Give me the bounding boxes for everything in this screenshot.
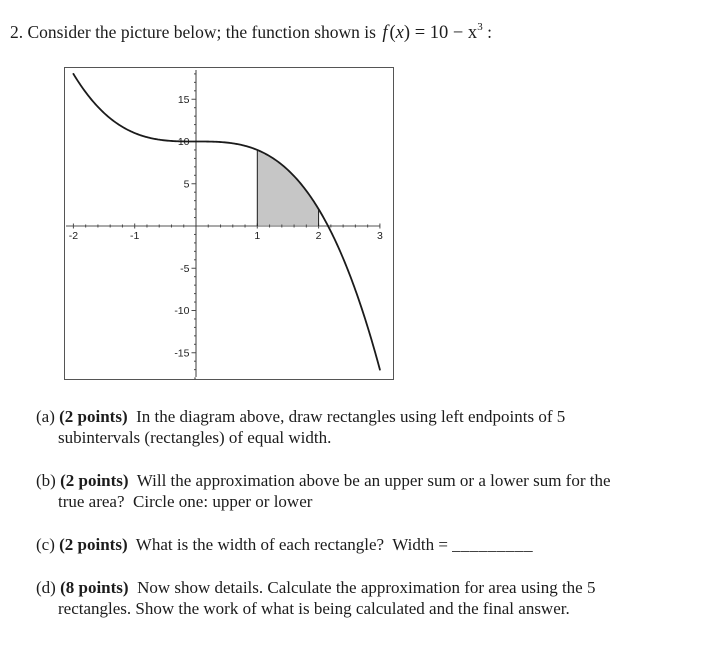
y-tick-label: 15: [177, 93, 190, 106]
title-colon: :: [482, 22, 492, 42]
question-b-line1: [36, 470, 706, 491]
question-b: [36, 470, 706, 512]
question-a-line2: subintervals (rectangles) of equal width.: [58, 428, 332, 447]
question-c: [36, 534, 706, 555]
problem-title: [0, 0, 706, 46]
question-b-text: Will the approximation above be an upper sum or a lower sum for the: [128, 471, 611, 490]
y-tick-label: -15: [174, 347, 190, 360]
y-tick-label: 5: [183, 178, 190, 191]
y-tick-label: 10: [177, 136, 190, 148]
question-a-label: (a): [36, 407, 55, 426]
function-plot: [64, 67, 394, 380]
function-formula: [382, 20, 483, 43]
x-tick-label: -2: [68, 230, 79, 242]
plot-frame: [65, 68, 394, 380]
x-tick-label: 2: [315, 230, 322, 242]
question-b-line2: true area? Circle one: upper or lower: [58, 492, 313, 511]
formula-close-paren: ): [403, 23, 411, 43]
question-c-line1: [36, 534, 706, 555]
problem-title-text: 2. Consider the picture below; the function shown is: [10, 22, 376, 42]
x-tick-label: 1: [254, 230, 261, 242]
formula-fname: f: [382, 23, 388, 43]
question-c-points: (2 points): [59, 535, 128, 554]
y-tick-label: -10: [174, 305, 190, 317]
formula-exponent: 3: [477, 20, 483, 33]
question-d-text: Now show details. Calculate the approximation for area using the 5: [128, 578, 596, 597]
x-tick-label: -1: [130, 230, 140, 242]
y-tick-label: -5: [180, 262, 190, 275]
question-a: [36, 406, 706, 448]
question-d-line2: rectangles. Show the work of what is being calculated and the final answer.: [58, 599, 570, 618]
question-a-text: In the diagram above, draw rectangles using left endpoints of 5: [127, 407, 566, 426]
shaded-area-region: [257, 150, 318, 226]
x-tick-label: 3: [376, 230, 383, 242]
question-b-label: (b): [36, 471, 56, 490]
question-a-line1: [36, 406, 706, 427]
question-list: [36, 406, 706, 619]
question-d-points: (8 points): [60, 578, 129, 597]
question-b-points: (2 points): [60, 471, 129, 490]
question-d-label: (d): [36, 578, 56, 597]
question-c-label: (c): [36, 535, 55, 554]
question-d-line1: [36, 577, 706, 598]
plot-container: [64, 67, 706, 380]
formula-expression: = 10 − x: [410, 23, 478, 43]
formula-variable: x: [395, 23, 404, 43]
question-c-text: What is the width of each rectangle? Width =: [127, 535, 453, 554]
question-a-points: (2 points): [59, 407, 128, 426]
question-d: [36, 577, 706, 619]
formula-open-paren: (: [389, 23, 396, 43]
answer-blank-width: _________: [452, 535, 534, 554]
function-curve: [73, 74, 380, 370]
